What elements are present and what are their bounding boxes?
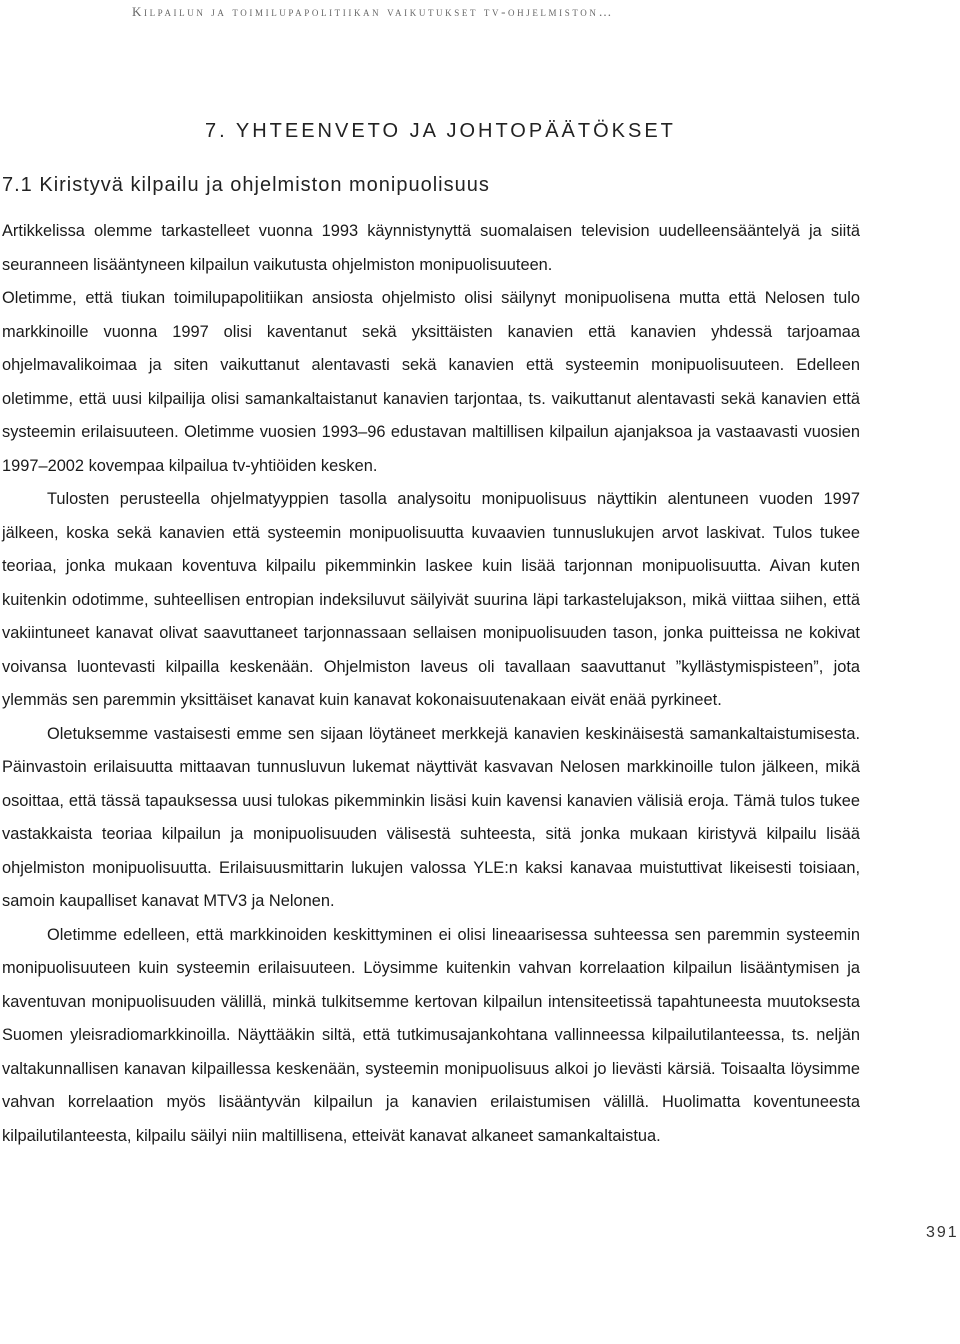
section-heading: 7.1 Kiristyvä kilpailu ja ohjelmiston monipuolisuus bbox=[2, 174, 490, 196]
paragraph-2: Oletimme, että tiukan toimilupapolitiikan ansiosta ohjelmisto olisi säilynyt monipuolisena mutta että Nelosen tulo markkinoille vuonna 1997 olisi kaventanut sekä yksittäisten kanavien että kanavien yhdessä tarjoamaa ohjelmavalikoimaa ja siten vaikuttanut alentavasti sekä kanavien että systeemin monipuolisuuteen. Edelleen oletimme, että uusi kilpailija olisi samankaltaistanut kanavien tarjontaa, ts. vaikuttanut alentavasti sekä kanavien että systeemin erilaisuuteen. Oletimme vuosien 1993–96 edustavan maltillisen kilpailun ajanjaksoa ja vastaavasti vuosien 1997–2002 kovempaa kilpailua tv-yhtiöiden kesken. bbox=[2, 289, 860, 475]
chapter-heading: 7. YHTEENVETO JA JOHTOPÄÄTÖKSET bbox=[205, 120, 676, 142]
running-header: Kilpailun ja toimilupapolitiikan vaikutukset tv-ohjelmiston… bbox=[132, 4, 615, 19]
paragraph-3: Tulosten perusteella ohjelmatyyppien tasolla analysoitu monipuolisuus näyttikin alentuneen vuoden 1997 jälkeen, koska sekä kanavien että systeemin monipuolisuutta kuvaavien tunnuslukujen arvot laskivat. Tulos tukee teoriaa, jonka mukaan koventuva kilpailu pikemminkin laskee kuin lisää tarjonnan monipuolisuutta. Aivan kuten kuitenkin odotimme, suhteellisen entropian indeksiluvut säilyivät suurina läpi tarkastelujakson, mikä viittaa siihen, että vakiintuneet kanavat olivat saavuttaneet tarjonnassaan sellaisen monipuolisuuden tason, jonka puitteissa ne kokivat voivansa luontevasti kilpailla keskenään. Ohjelmiston laveus oli tavallaan saavuttanut ”kyllästymispisteen”, jota ylemmäs sen paremmin yksittäiset kanavat kuin kanavat kokonaisuutenakaan eivät enää pyrkineet. bbox=[2, 490, 860, 709]
paragraph-1: Artikkelissa olemme tarkastelleet vuonna 1993 käynnistynyttä suomalaisen television uudelleensääntelyä ja siitä seuranneen lisääntyneen kilpailun vaikutusta ohjelmiston monipuolisuuteen. bbox=[2, 222, 860, 274]
paragraph-5: Oletimme edelleen, että markkinoiden keskittyminen ei olisi lineaarisessa suhteessa sen paremmin systeemin monipuolisuuteen kuin systeemin erilaisuuteen. Löysimme kuitenkin vahvan korrelaation kilpailun lisääntymisen ja kaventuvan monipuolisuuden välillä, minkä tulkitsemme kertovan kilpailun intensiteetissä tapahtuneesta muutoksesta Suomen yleisradiomarkkinoilla. Näyttääkin siltä, että tutkimusajankohtana vallinneessa kilpailutilanteessa, ts. neljän valtakunnallisen kanavan kilpaillessa keskenään, systeemin monipuolisuus alkoi jo lievästi kärsiä. Toisaalta löysimme vahvan korrelaation myös lisääntyvän kilpailun ja kanavien erilaistumisen välillä. Huolimatta koventuneesta kilpailutilanteesta, kilpailu säilyi niin maltillisena, etteivät kanavat alkaneet samankaltaistua. bbox=[2, 925, 860, 1145]
body-text bbox=[2, 215, 860, 1153]
paragraph-4: Oletuksemme vastaisesti emme sen sijaan löytäneet merkkejä kanavien keskinäisestä samankaltaistumisesta. Päinvastoin erilaisuutta mittaavan tunnusluvun lukemat näyttivät kasvavan Nelosen markkinoille tulon jälkeen, mikä osoittaa, että tässä tapauksessa uusi tulokas pikemminkin lisäsi kuin kavensi kanavien välisiä eroja. Tämä tulos tukee vastakkaista teoriaa kilpailun ja monipuolisuuden välisestä suhteesta, sitä jonka mukaan kiristyvä kilpailu lisää ohjelmiston monipuolisuutta. Erilaisuusmittarin lukujen valossa YLE:n kaksi kanavaa muistuttivat likeisesti toisiaan, samoin kaupalliset kanavat MTV3 ja Nelonen. bbox=[2, 724, 860, 910]
page-number: 391 bbox=[926, 1224, 959, 1241]
